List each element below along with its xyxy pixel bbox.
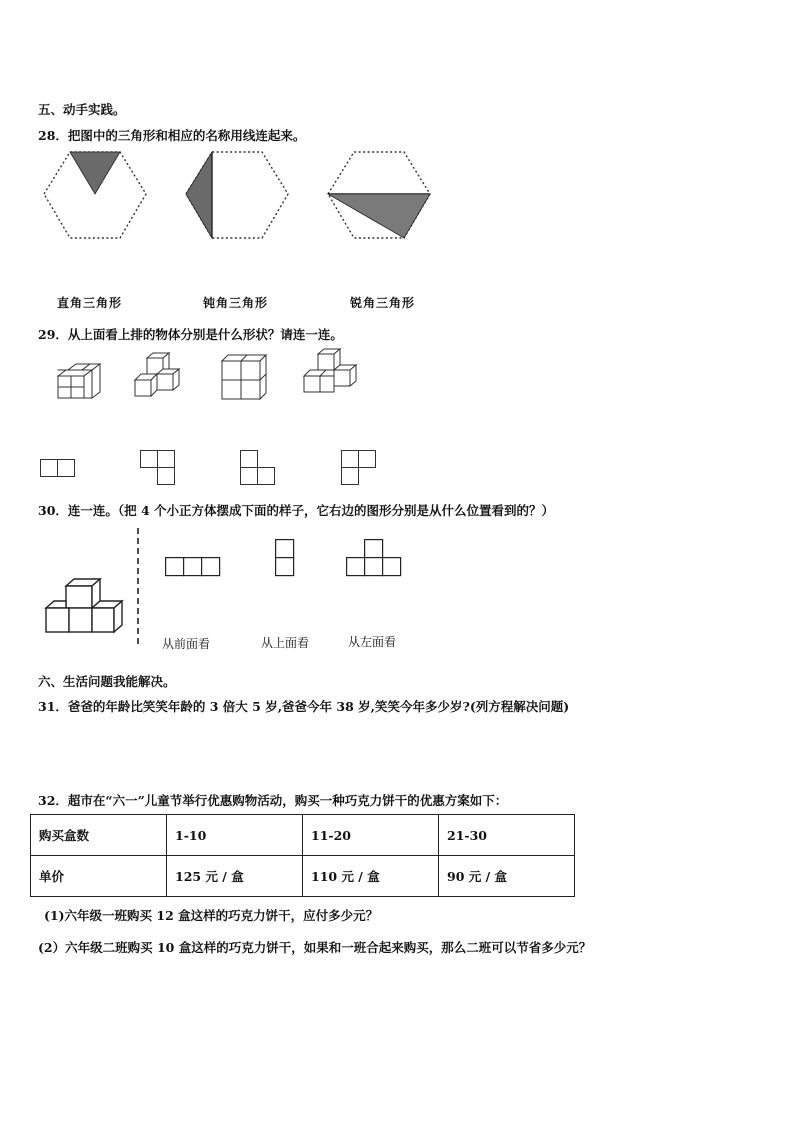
q28-label-acute: 锐角三角形 — [350, 296, 416, 310]
q32-sub2: (2）六年级二班购买 10 盒这样的巧克力饼干，如果和一班合起来购买，那么二班可以节省多少元？ — [38, 940, 592, 955]
q29-object-2 — [135, 352, 191, 402]
section5-heading: 五、动手实践。 — [38, 102, 126, 117]
q30-label-top: 从上面看 — [261, 636, 310, 650]
q28-prompt: 28．把图中的三角形和相应的名称用线连起来。 — [38, 128, 306, 143]
q28-hexagon-1 — [40, 148, 150, 244]
q30-view-top — [275, 539, 295, 577]
q29-prompt: 29．从上面看上排的物体分别是什么形状？请连一连。 — [38, 327, 343, 342]
q29-view-2 — [140, 450, 176, 486]
q28-hexagon-3 — [324, 148, 434, 244]
q29-object-1 — [48, 360, 108, 402]
q32-sub1: (1)六年级一班购买 12 盒这样的巧克力饼干，应付多少元？ — [44, 908, 379, 923]
q30-label-left: 从左面看 — [348, 635, 397, 649]
q30-view-front — [165, 557, 221, 577]
q29-view-3 — [240, 450, 276, 486]
table-cell: 1-10 — [167, 815, 303, 856]
q29-object-4 — [300, 348, 360, 402]
table-cell: 90 元 / 盒 — [439, 856, 575, 897]
q32-prompt: 32．超市在“六一”儿童节举行优惠购物活动，购买一种巧克力饼干的优惠方案如下： — [38, 793, 508, 808]
table-cell: 110 元 / 盒 — [303, 856, 439, 897]
q28-label-obtuse: 钝角三角形 — [203, 296, 269, 310]
table-row — [31, 815, 575, 856]
table-cell: 125 元 / 盒 — [167, 856, 303, 897]
q31-prompt: 31．爸爸的年龄比笑笑年龄的 3 倍大 5 岁,爸爸今年 38 岁,笑笑今年多少岁?(列方程解决问题) — [38, 699, 570, 714]
q30-label-front: 从前面看 — [162, 637, 211, 651]
q30-cube-stack — [44, 576, 126, 636]
q30-view-left — [346, 539, 402, 577]
q29-view-1 — [40, 459, 76, 478]
q28-hexagon-2 — [182, 148, 292, 244]
table-cell: 21-30 — [439, 815, 575, 856]
q28-label-right: 直角三角形 — [57, 296, 123, 310]
q30-prompt: 30．连一连。（把 4 个小正方体摆成下面的样子，它右边的图形分别是从什么位置看到的？） — [38, 503, 555, 518]
q30-divider-dashed — [136, 528, 140, 648]
q29-object-3 — [220, 353, 272, 401]
table-cell: 单价 — [31, 856, 167, 897]
table-cell: 11-20 — [303, 815, 439, 856]
price-table — [30, 814, 575, 897]
table-cell: 购买盒数 — [31, 815, 167, 856]
table-row — [31, 856, 575, 897]
section6-heading: 六、生活问题我能解决。 — [38, 674, 176, 689]
q29-view-4 — [341, 450, 377, 486]
